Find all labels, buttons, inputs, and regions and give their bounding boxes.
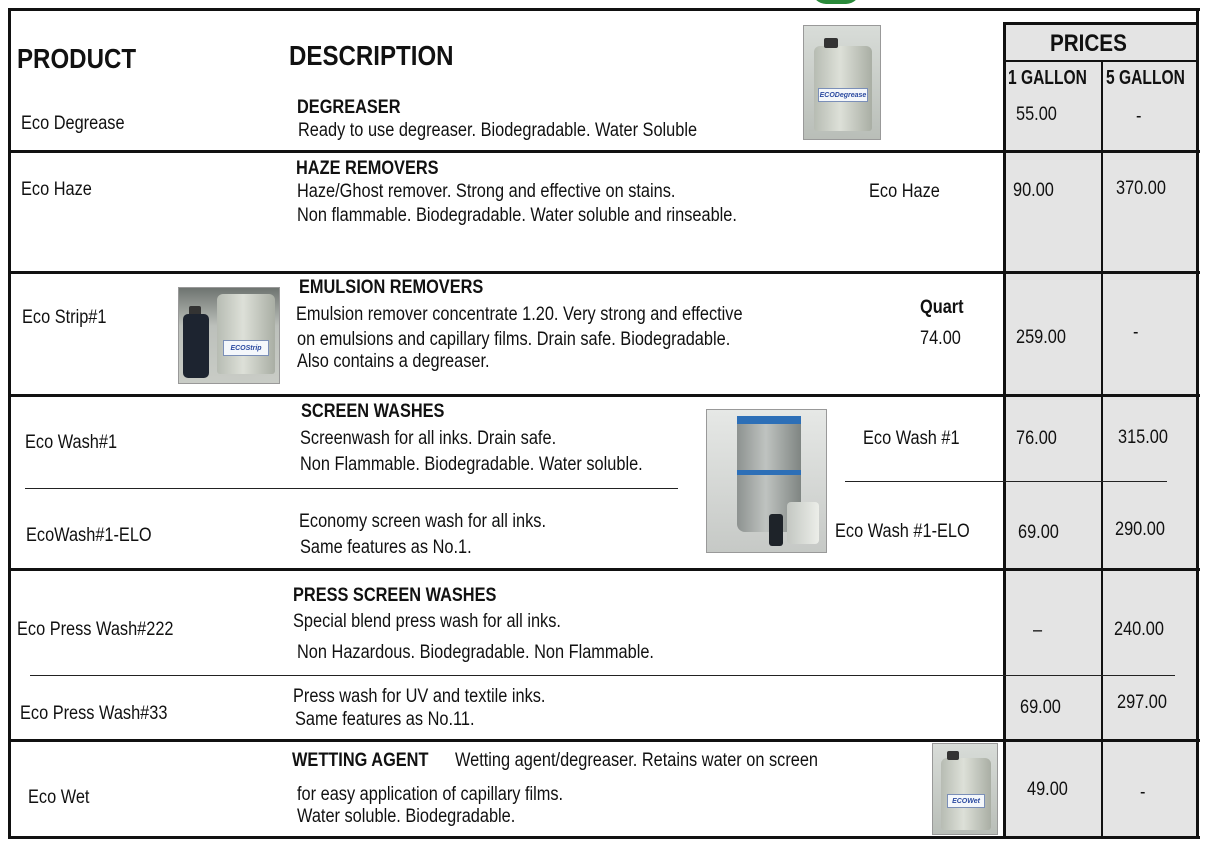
category-title: SCREEN WASHES: [301, 401, 445, 422]
product-side-label: Eco Wash #1: [863, 428, 960, 449]
degrease-jug-label: ECODegrease: [818, 88, 868, 102]
price-column-bg-5gal: [1103, 92, 1196, 838]
description-line: Same features as No.11.: [295, 709, 475, 730]
price-col-left-border: [1003, 22, 1006, 838]
frame-left: [8, 8, 11, 839]
frame-bottom: [8, 836, 1200, 839]
price-5-gallon: -: [1140, 782, 1146, 803]
row-sep-2: [8, 271, 1200, 274]
description-line: for easy application of capillary films.: [297, 784, 564, 805]
description-line: Economy screen wash for all inks.: [299, 511, 547, 532]
product-name: Eco Strip#1: [22, 307, 107, 328]
one-gallon-header: 1 GALLON: [1008, 67, 1087, 89]
row-sep-3: [8, 394, 1200, 397]
wet-jug-label: ECOWet: [947, 794, 985, 808]
price-5-gallon: 240.00: [1114, 619, 1164, 640]
row-sep-1: [8, 150, 1200, 153]
category-title: HAZE REMOVERS: [296, 158, 439, 179]
product-header: PRODUCT: [17, 43, 137, 74]
prices-header-top: [1003, 22, 1199, 25]
frame-right: [1196, 8, 1199, 839]
wash-subsep-right: [845, 481, 1167, 482]
frame-top: [8, 8, 1200, 11]
quart-price: 74.00: [920, 328, 961, 349]
price-5-gallon: 297.00: [1117, 692, 1167, 713]
description-line: Non Flammable. Biodegradable. Water soluble.: [300, 454, 643, 475]
description-line: Press wash for UV and textile inks.: [293, 686, 546, 707]
description-line: Non Hazardous. Biodegradable. Non Flammable.: [297, 642, 654, 663]
wash-subsep-left: [25, 488, 678, 489]
price-1-gallon: 76.00: [1016, 428, 1057, 449]
description-line: Screenwash for all inks. Drain safe.: [300, 428, 557, 449]
description-line: Non flammable. Biodegradable. Water soluble and rinseable.: [297, 205, 737, 226]
description-line: Also contains a degreaser.: [297, 351, 490, 372]
prices-header: PRICES: [1050, 30, 1127, 57]
eco-wash-product-image: [706, 409, 827, 553]
eco-degrease-product-image: [803, 25, 881, 140]
category-title: WETTING AGENT: [292, 750, 429, 771]
category-title: PRESS SCREEN WASHES: [293, 585, 497, 606]
product-name: Eco Wash#1: [25, 432, 118, 453]
description-line: Water soluble. Biodegradable.: [297, 806, 516, 827]
description-line: Wetting agent/degreaser. Retains water on screen: [455, 750, 819, 771]
product-name: Eco Wet: [28, 787, 90, 808]
description-line: on emulsions and capillary films. Drain safe. Biodegradable.: [297, 329, 731, 350]
product-side-label: Eco Wash #1-ELO: [835, 521, 970, 542]
eco-strip-product-image: [178, 287, 280, 384]
quart-label: Quart: [920, 297, 964, 318]
description-line: Same features as No.1.: [300, 537, 472, 558]
product-side-label: Eco Haze: [869, 181, 940, 202]
price-5-gallon: -: [1133, 322, 1139, 343]
strip-jug-label: ECOStrip: [223, 340, 269, 356]
price-1-gallon: 55.00: [1016, 104, 1057, 125]
five-gallon-header: 5 GALLON: [1106, 67, 1185, 89]
price-1-gallon: 90.00: [1013, 180, 1054, 201]
description-line: Haze/Ghost remover. Strong and effective on stains.: [297, 181, 676, 202]
row-sep-4: [8, 568, 1200, 571]
eco-wet-product-image: [932, 743, 998, 835]
price-col-mid-border: [1101, 61, 1103, 838]
description-line: Special blend press wash for all inks.: [293, 611, 561, 632]
row-sep-5: [8, 739, 1200, 742]
description-header: DESCRIPTION: [289, 40, 454, 71]
price-5-gallon: 315.00: [1118, 427, 1168, 448]
price-column-bg-1gal: [1006, 92, 1102, 838]
category-title: DEGREASER: [297, 97, 401, 118]
description-line: Ready to use degreaser. Biodegradable. Water Soluble: [298, 120, 698, 141]
product-name: Eco Haze: [21, 179, 92, 200]
price-5-gallon: -: [1136, 106, 1142, 127]
press-subsep: [30, 675, 1175, 676]
description-line: Emulsion remover concentrate 1.20. Very strong and effective: [296, 304, 743, 325]
product-name: Eco Press Wash#222: [17, 619, 174, 640]
price-1-gallon: 49.00: [1027, 779, 1068, 800]
product-name: EcoWash#1-ELO: [26, 525, 152, 546]
product-name: Eco Press Wash#33: [20, 703, 168, 724]
prices-header-bottom: [1003, 60, 1199, 62]
product-name: Eco Degrease: [21, 113, 125, 134]
price-1-gallon: 259.00: [1016, 327, 1066, 348]
price-1-gallon: –: [1033, 620, 1043, 641]
price-5-gallon: 370.00: [1116, 178, 1166, 199]
price-5-gallon: 290.00: [1115, 519, 1165, 540]
price-1-gallon: 69.00: [1018, 522, 1059, 543]
logo-arc: [812, 0, 860, 4]
category-title: EMULSION REMOVERS: [299, 277, 484, 298]
price-1-gallon: 69.00: [1020, 697, 1061, 718]
